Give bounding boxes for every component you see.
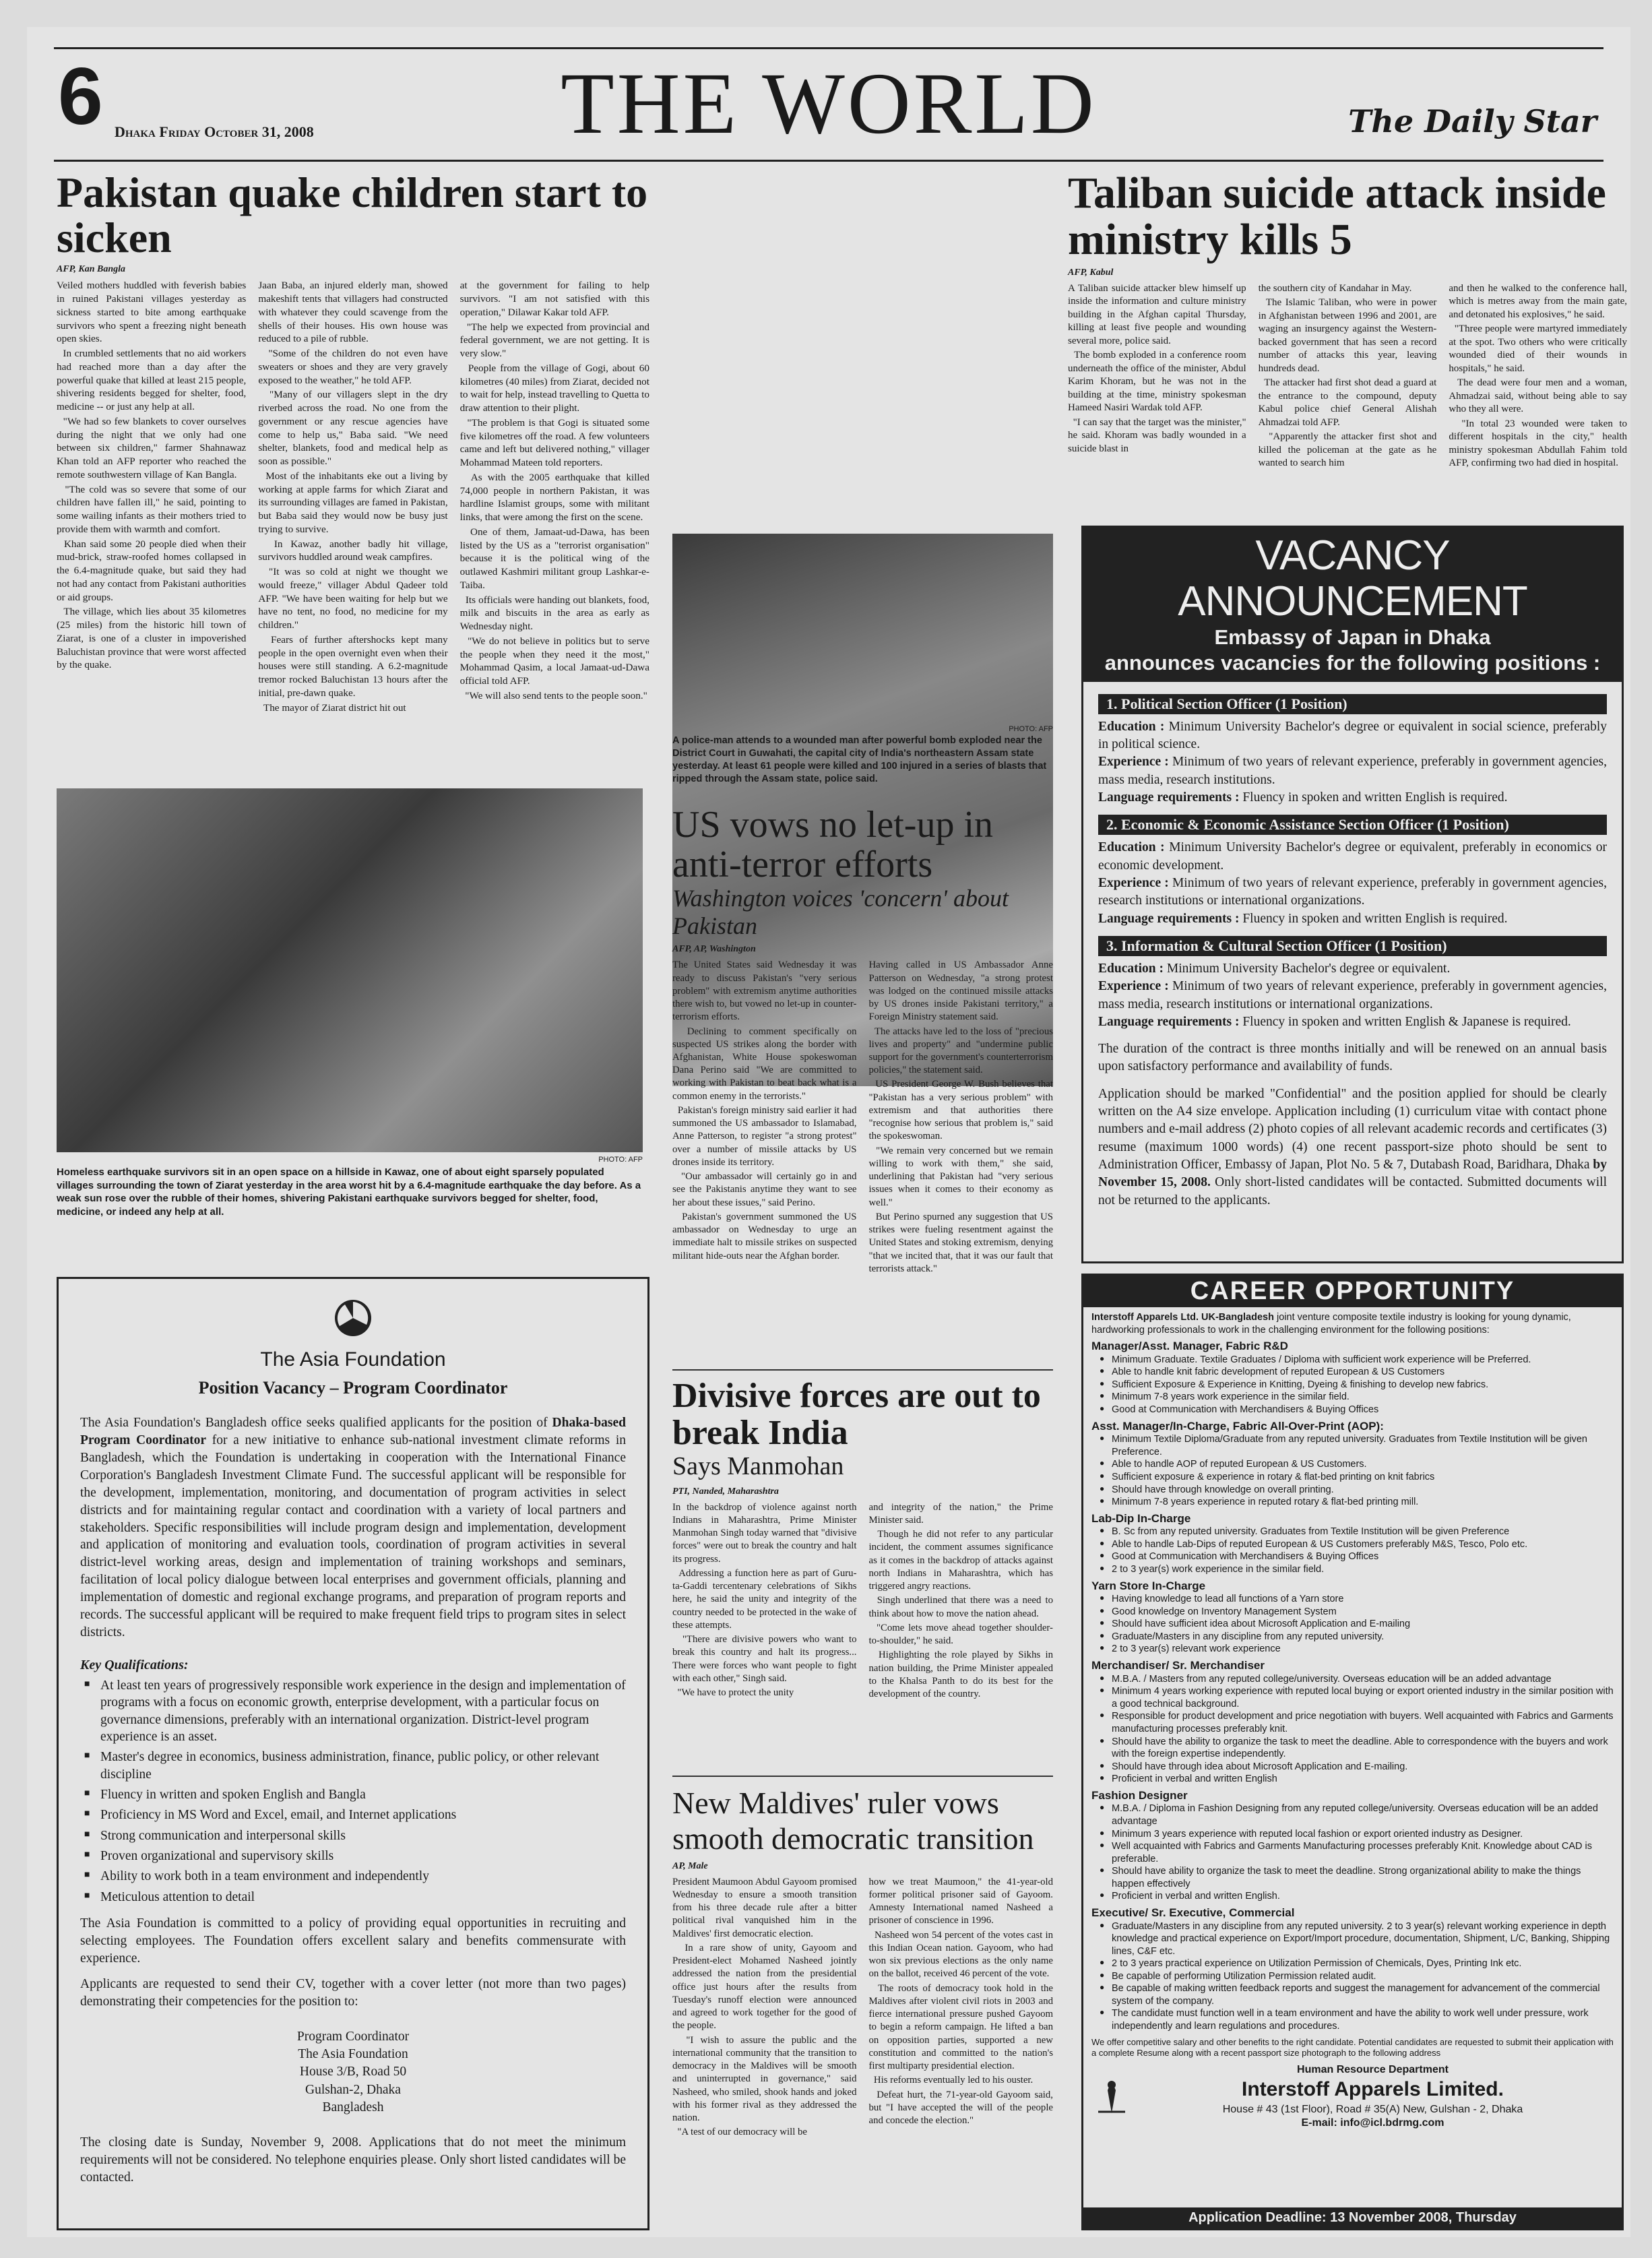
paragraph: Addressing a function here as part of Guru-ta-Gaddi tercentenary celebrations of Sikhs here, he said the unity and integrity of the country needed to be protected in the wake of these attempts. [672,1567,857,1631]
vacancy-subtitle [1083,625,1622,681]
experience-label: Experience : [1098,755,1169,770]
career-closing: We offer competitive salary and other benefits to the right candidate. Potential candidates are requested to submit their application with a complete Resume along with a recent passport size photograph to the following address [1091,2036,1614,2059]
paragraph: Having called in US Ambassador Anne Patterson on Wednesday, "a strong protest was lodged on the continued missile attacks by US drones inside Pakistani territory," a Foreign Ministry statement said. [868,960,1053,1023]
india-article [672,1378,1053,1702]
asia-qual-heading: Key Qualifications: [80,1657,189,1672]
maldives-col-1 [672,1876,857,2141]
india-headline: Divisive forces are out to break India [672,1377,1041,1452]
education-text: Minimum University Bachelor's degree or equivalent. [1166,961,1451,976]
asia-org-name: The Asia Foundation [260,1348,446,1371]
blast-photo-credit: PHOTO: AFP [1009,725,1053,733]
taliban-body [1068,282,1627,472]
india-subhead: Says Manmohan [672,1452,844,1481]
taliban-byline: AFP, Kabul [1068,267,1114,278]
position-title: 1. Political Section Officer (1 Position) [1098,694,1607,714]
vacancy-title: VACANCY ANNOUNCEMENT [1083,528,1622,625]
paragraph: "The help we expected from provincial and federal government, we are not getting. It is very slow." [459,321,649,360]
paragraph: how we treat Maumoon," the 41-year-old former political prisoner said of Gayoom. Amnesty International named Nasheed a prisoner of conscience in 1996. [868,1876,1053,1926]
career-intro: joint venture composite textile industry is looking for young dynamic, hardworking professionals to work in the challenging environment for the following positions: [1091,1312,1571,1336]
paragraph: Singh underlined that there was a need to think about how to move the nation ahead. [868,1595,1053,1619]
maldives-headline: New Maldives' ruler vows smooth democratic transition [672,1786,1034,1856]
requirement-item: ● Minimum 7-8 years work experience in the similar field. [1112,1391,1614,1404]
requirement-item: ● Proficient in verbal and written English. [1112,1890,1614,1903]
paragraph: "Some of the children do not even have sweaters or shoes and they are very gravely exposed to the weather," he told AFP. [258,348,448,386]
paragraph: The United States said Wednesday it was ready to discuss Pakistan's "very serious problem" with extremism anytime authorities there wish to, but vowed no let-up in counter-terrorism efforts. [672,960,857,1023]
language-text: Fluency in spoken and written English & Japanese is required. [1242,1014,1571,1029]
requirement-item: ● Graduate/Masters in any discipline from any reputed university. 2 to 3 year(s) relevant working experience in depth knowledge and practical experience on Export/Import procedure, documentation, Shipment, L/C, Banking, Shipping lines, C&F etc. [1112,1920,1614,1958]
paragraph: "We have to protect the unity [672,1687,794,1699]
divider [672,1776,1053,1777]
taliban-col-2 [1259,282,1437,472]
paragraph: "We do not believe in politics but to serve the people when they need it the most," Mohammad Qasim, a local Jamaat-ud-Dawa official told AFP. [459,635,649,687]
vacancy-position [1098,694,1607,807]
career-position-title: Asst. Manager/In-Charge, Fabric All-Over-Print (AOP): [1091,1419,1384,1433]
paragraph: "Come lets move ahead together shoulder-to-shoulder," he said. [868,1622,1053,1647]
us-subhead: Washington voices 'concern' about Pakistan [672,884,1009,939]
career-deadline: Application Deadline: 13 November 2008, Thursday [1083,2207,1622,2228]
newspaper-page [27,27,1630,2237]
vacancy-position [1098,815,1607,928]
requirement-item: ● Good at Communication with Merchandisers & Buying Offices [1112,1404,1614,1416]
paragraph: the southern city of Kandahar in May. [1258,282,1412,294]
requirement-item: ● Should have ability to organize the task to meet the deadline. Strong organizational ability to make the things happen effectively [1112,1865,1614,1890]
india-byline: PTI, Nanded, Maharashtra [672,1486,779,1497]
paragraph: Highlighting the role played by Sikhs in nation building, the Prime Minister appealed to the Khalsa Panth to do its best for the development of the country. [868,1650,1053,1700]
language-label: Language requirements : [1098,790,1240,805]
asia-position-title: Position Vacancy – Program Coordinator [198,1378,508,1398]
paragraph: "We remain very concerned but we remain willing to work with them," she said, underlining that Pakistan had "very serious issues when it comes to their economy as well." [868,1145,1053,1208]
requirement-item: ● Minimum 3 years experience with reputed local fashion or export oriented industry as Designer. [1112,1828,1614,1841]
paragraph: The Islamic Taliban, who were in power in Afghanistan between 1996 and 2001, are waging an insurgency against the Western-backed government that has seen a record number of attacks this year, leaving hundreds dead. [1258,297,1437,374]
experience-text: Minimum of two years of relevant experience, preferably in government agencies, research institutions or international organizations. [1098,875,1608,908]
asia-foundation-ad [57,1277,649,2230]
experience-label: Experience : [1098,875,1169,890]
paragraph: Though he did not refer to any particular incident, the comment assumes significance as it comes in the backdrop of attacks against north Indians in Maharashtra, which has triggered angry reactions. [868,1529,1053,1592]
asia-address [80,2028,626,2117]
taliban-article [1068,170,1627,472]
paragraph: Most of the inhabitants eke out a living by working at apple farms for which Ziarat and its surrounding villages are famed in Pakistan, but Baba said they would now be busy just trying to survive. [258,470,448,535]
paragraph: President Maumoon Abdul Gayoom promised Wednesday to ensure a smooth transition from his three decade rule after a bitter political rival vanquished him in the Maldives' first democratic election. [672,1876,857,1939]
paragraph: "We had so few blankets to cover ourselves during the night that we only had one between six children," farmer Shahnawaz Khan told an AFP reporter who reached the remote southwestern village of Kan Bangla. [57,415,247,480]
india-col-2 [869,1501,1054,1703]
address-line: House 3/B, Road 50 [299,2065,407,2079]
career-requirements [1091,1673,1614,1786]
career-position-title: Yarn Store In-Charge [1091,1579,1206,1592]
education-label: Education : [1098,719,1165,734]
paragraph: His reforms eventually led to his ouster. [868,2075,1034,2086]
position-title: 2. Economic & Economic Assistance Section Officer (1 Position) [1098,815,1607,835]
paragraph: In the backdrop of violence against north Indians in Maharashtra, Prime Minister Manmohan Singh today warned that "divisive forces" were out to break the country and halt its progress. [672,1501,857,1565]
quake-col-2 [258,279,447,716]
paragraph: Khan said some 20 people died when their mud-brick, straw-roofed homes collapsed in the 6.4-magnitude quake, but said they had not had any contact from Pakistani authorities or aid groups. [57,538,247,603]
vacancy-intro: announces vacancies for the following positions : [1104,650,1601,675]
paragraph: "Three people were martyred immediately at the spot. Two others who were critically wounded died of their wounds in hospitals," he said. [1449,323,1628,374]
paragraph: Veiled mothers huddled with feverish babies in ruined Pakistani villages yesterday as sickness started to bite among earthquake survivors who spent a freezing night beneath open skies. [57,280,247,345]
career-position-title: Manager/Asst. Manager, Fabric R&D [1091,1340,1288,1353]
paragraph: "There are divisive powers who want to break this country and halt its progress... There were forces who want people to fight with each other," Singh said. [672,1634,857,1684]
vacancy-apply-rest: Only short-listed candidates will be contacted. Submitted documents will not be returned to the applicants. [1098,1175,1607,1208]
address-line: Gulshan-2, Dhaka [305,2082,401,2097]
us-body [672,959,1053,1277]
paragraph: "I wish to assure the public and the international community that the transition to democracy in the Maldives will be smooth and uninterrupted in governance," said Nasheed, who smiled, shook hands and joked with his former rival as they addressed the nation. [672,2034,857,2123]
paragraph: "The problem is that Gogi is situated some five kilometres off the road. A few volunteers came and left but delivered nothing," villager Mohammad Mateen told reporters. [459,416,649,469]
paragraph: Nasheed won 54 percent of the votes cast in this Indian Ocean nation. Gayoom, who had won six previous elections as the only name on the ballot, received 46 percent of the vote. [868,1929,1053,1980]
paragraph: Declining to comment specifically on suspected US strikes along the border with Afghanistan, White House spokeswoman Dana Perino said "We are committed to working with Pakistan to beat back what is a common enemy in the terrorists." [672,1026,857,1102]
requirement-item: ● B. Sc from any reputed university. Graduates from Textile Institution will be given Preference [1112,1526,1614,1538]
requirement-item: ● Sufficient exposure & experience in rotary & flat-bed printing on knit fabrics [1112,1471,1614,1484]
paragraph: The bomb exploded in a conference room underneath the office of the minister, Abdul Karim Khoram, but he was not in the building at the time, ministry spokesman Hameed Nasiri Wardak told AFP. [1068,350,1246,414]
experience-label: Experience : [1098,979,1169,994]
india-body [672,1501,1053,1703]
paragraph: and then he walked to the conference hall, which is metres away from the main gate, and detonated his explosives," he said. [1449,282,1628,320]
blast-caption: A police-man attends to a wounded man after powerful bomb exploded near the District Court in Guwahati, the capital city of India's northeastern Assam state yesterday. At least 61 people were killed and 100 injured in a series of blasts that ripped through the Assam state, police said. [672,735,1047,784]
career-company-intro: Interstoff Apparels Ltd. UK-Bangladesh [1091,1312,1274,1323]
paragraph: Defeat hurt, the 71-year-old Gayoom said, but "I have accepted the will of the people and concede the election." [868,2089,1053,2126]
requirement-item: ● Should have through idea about Microsoft Application and E-mailing. [1112,1761,1614,1774]
list-item: ■ Master's degree in economics, business administration, finance, public policy, or other relevant discipline [100,1749,626,1783]
career-body [1083,1307,1622,2135]
asia-closing-date: The closing date is Sunday, November 9, 2008. Applications that do not meet the minimum requirements will not be considered. No telephone enquiries please. Only short listed candidates will be contacted. [80,2135,626,2185]
career-requirements [1091,1593,1614,1656]
paragraph: "I can say that the target was the minister," he said. Khoram was badly wounded in a suicide blast in [1068,416,1246,454]
quake-col-3 [460,279,649,716]
career-requirements [1091,1433,1614,1508]
list-item: ■ Proven organizational and supervisory skills [100,1848,626,1864]
list-item: ■ At least ten years of progressively responsible work experience in the design and implementation of programs with a focus on economic growth, enterprise development, with a particular focus on governance dimensions, preferably with an international organization. District-level program experience is an asset. [100,1677,626,1745]
career-requirements [1091,1354,1614,1416]
dateline: Dhaka Friday October 31, 2008 [115,123,314,140]
taliban-headline: Taliban suicide attack inside ministry kills 5 [1068,168,1606,265]
vacancy-duration: The duration of the contract is three months initially and will be renewed on an annual basis upon satisfactory performance and availability of funds. [1098,1042,1607,1074]
experience-text: Minimum of two years of relevant experience, preferably in government agencies, mass media, research institutions or international organizations. [1098,979,1608,1011]
requirement-item: ● Be capable of performing Utilization Permission related audit. [1112,1970,1614,1983]
requirement-item: ● Having knowledge to lead all functions of a Yarn store [1112,1593,1614,1606]
requirement-item: ● Good knowledge on Inventory Management System [1112,1606,1614,1619]
paragraph: People from the village of Gogi, about 60 kilometres (40 miles) from Ziarat, decided not to wait for help, instead travelling to Quetta to draw attention to their plight. [459,362,649,414]
vacancy-positions [1083,682,1622,1214]
asia-apply-text: Applicants are requested to send their CV, together with a cover letter (not more than two pages) demonstrating their competencies for the position to: [80,1976,626,2009]
vacancy-apply [1098,1086,1607,1210]
paragraph: "We will also send tents to the people soon." [459,689,647,701]
paragraph: US President George W. Bush believes that "Pakistan has a very serious problem" with extremism and that authorities there "recognise how serious that problem is," said the spokeswoman. [868,1079,1053,1142]
paragraph: "Apparently the attacker first shot and killed the policeman at the gate as he wanted to search him [1258,431,1437,469]
paragraph: The roots of democracy took hold in the Maldives after violent civil riots in 2003 and fierce international pressure pushed Gayoom to begin a reform campaign. He lifted a ban on opposition parties, supported a new constitution and committed to the nation's first multiparty presidential election. [868,1982,1053,2072]
paragraph: In Kawaz, another badly hit village, survivors huddled around weak campfires. [258,538,448,563]
paragraph: "A test of our democracy will be [672,2127,807,2138]
requirement-item: ● M.B.A. / Diploma in Fashion Designing from any reputed college/university. Overseas education will be an added advantage [1112,1802,1614,1827]
career-email: E-mail: info@icl.bdrmg.com [1301,2117,1444,2129]
paragraph: The mayor of Ziarat district hit out [258,701,406,714]
requirement-item: ● Responsible for product development and price negotiation with buyers. Well acquainted with Fabrics and Garments manufacturing processes preferably knit. [1112,1710,1614,1735]
career-position-title: Fashion Designer [1091,1788,1188,1802]
requirement-item: ● Minimum 7-8 years experience in reputed rotary & flat-bed printing mill. [1112,1496,1614,1509]
address-line: Program Coordinator [296,2029,410,2044]
asia-qual-list [80,1677,626,1906]
language-label: Language requirements : [1098,911,1240,926]
quake-photo [57,788,643,1152]
list-item: ■ Strong communication and interpersonal skills [100,1827,626,1844]
vacancy-apply-text: Application should be marked "Confidential" and the position applied for should be clearly written on the A4 size envelope. Application including (1) curriculum vitae with contact phone numbers and e-mail address (2) photo copies of all relevant academic records and certificates (3) resume (maximum 1000 words) (4) one recent passport-size photo should be sent to Administration Officer, Embassy of Japan, Plot No. 5 & 7, Dutabash Road, Baridhara, Dhaka [1098,1086,1607,1172]
education-label: Education : [1098,961,1164,976]
vacancy-deadline: by November 15, 2008. [1098,1158,1607,1190]
paragraph: "Many of our villagers slept in the dry riverbed across the road. No one from the government or any rescue agencies have come to help us," Baba said. "We need shelter, blankets, food and medical help as soon as possible." [258,389,448,468]
asia-equal-opportunity: The Asia Foundation is committed to a policy of providing equal opportunities in recruiting and selecting employees. The Foundation offers excellent salary and benefits commensurate with experience. [80,1916,626,1966]
career-requirements [1091,1526,1614,1575]
us-col-1 [672,959,857,1277]
career-position-title: Executive/ Sr. Executive, Commercial [1091,1906,1295,1919]
career-position-title: Merchandiser/ Sr. Merchandiser [1091,1659,1265,1672]
education-text: Minimum University Bachelor's degree or equivalent, preferably in economics or economic development. [1098,840,1608,873]
requirement-item: ● Proficient in verbal and written English [1112,1773,1614,1786]
requirement-item: ● Should have the ability to organize the task to meet the deadline. Able to correspondence with the buyers and work with the foreign expertise independently. [1112,1736,1614,1761]
career-dept: Human Resource Department [1297,2063,1449,2075]
paragraph: "Our ambassador will certainly go in and see the Pakistanis anytime they want to see her about these issues," said Perino. [672,1171,857,1208]
requirement-item: ● Able to handle knit fabric development of reputed European & US Customers [1112,1366,1614,1379]
quake-col-1 [57,279,246,716]
paragraph: "In total 23 wounded were taken to different hospitals in the city," health ministry spokesman Abdullah Fahim told AFP, confirming two had died in hospital. [1449,418,1628,469]
career-contact [1091,2063,1614,2131]
education-text: Minimum University Bachelor's degree or equivalent in social science, preferably in political science. [1098,719,1607,752]
education-label: Education : [1098,840,1165,855]
quake-article [57,170,649,716]
us-col-2 [869,959,1054,1277]
asia-description [80,1414,626,1641]
requirement-item: ● Able to handle Lab-Dips of reputed European & US Customers preferably M&S, Tesco, Polo etc. [1112,1538,1614,1551]
asia-foundation-logo [80,1298,626,1342]
quake-photo-credit: PHOTO: AFP [598,1156,643,1164]
foundation-logo-icon [333,1298,373,1338]
language-text: Fluency in spoken and written English is required. [1242,790,1508,805]
paragraph: Its officials were handing out blankets, food, milk and biscuits in the area as early as Wednesday night. [459,594,649,633]
paragraph: The attacker had first shot dead a guard at the entrance to the compound, deputy Kabul police chief General Alishah Ahmadzai told AFP. [1258,377,1437,428]
paragraph: A Taliban suicide attacker blew himself up inside the information and culture ministry building in the Afghan capital Thursday, killing at least five people and wounding several more, police said. [1068,282,1246,346]
requirement-item: ● Minimum Textile Diploma/Graduate from any reputed university. Graduates from Textile Institution will be given Preference. [1112,1433,1614,1458]
divider [672,1369,1053,1371]
paragraph: "The cold was so severe that some of our children have fallen ill," he said, pointing to some wailing infants as their mothers tried to provide them with warmth and comfort. [57,483,247,535]
taliban-col-1 [1068,282,1246,472]
vacancy-position [1098,936,1607,1031]
requirement-item: ● Should have sufficient idea about Microsoft Application and E-mailing [1112,1618,1614,1631]
maldives-body [672,1876,1053,2141]
paragraph: and integrity of the nation," the Prime Minister said. [868,1501,1053,1526]
quake-body [57,279,649,716]
experience-text: Minimum of two years of relevant experience, preferably in government agencies, mass media, research institutions. [1098,755,1608,787]
requirement-item: ● Be capable of making written feedback reports and suggest the management for advancement of the commercial system of the company. [1112,1982,1614,2007]
vacancy-ad [1081,526,1624,1263]
paragraph: In crumbled settlements that no aid workers had reached more than a day after the powerful quake that killed at least 215 people, shivering residents begged for shelter, food, medicine -- or just any help at all. [57,348,247,413]
career-position-title: Lab-Dip In-Charge [1091,1511,1191,1525]
career-address: House # 43 (1st Floor), Road # 35(A) New, Gulshan - 2, Dhaka [1222,2103,1523,2115]
page-number: 6 [58,51,103,142]
asia-p1-text: The Asia Foundation's Bangladesh office seeks qualified applicants for the position of [80,1416,552,1430]
paragraph: In a rare show of unity, Gayoom and President-elect Mohamed Nasheed jointly addressed the nation from the presidential office just hours after the results from Tuesday's runoff election were announced and agreed to work together for the good of the people. [672,1942,857,2032]
maldives-byline: AP, Male [672,1860,708,1871]
vacancy-embassy: Embassy of Japan in Dhaka [1214,625,1491,650]
paragraph: "It was so cold at night we thought we would freeze," villager Abdul Qadeer told AFP. "We have been waiting for help but we have no tent, no food, no medicine for my children." [258,566,448,631]
list-item: ■ Meticulous attention to detail [100,1889,626,1906]
requirement-item: ● 2 to 3 year(s) work experience in the similar field. [1112,1563,1614,1576]
career-requirements [1091,1802,1614,1902]
paragraph: The village, which lies about 35 kilometres (25 miles) from the historic hill town of Ziarat, is one of a cluster in impoverished Baluchistan province that were worst affected by the quake. [57,606,247,671]
quake-caption: Homeless earthquake survivors sit in an open space on a hillside in Kawaz, one of about eight sparsely populated villages surrounding the town of Ziarat yesterday in the area worst hit by a 6.4-magnitude earthquake the day before. As a weak sun rose over the rubble of their homes, shivering Pakistani earthquake survivors begged for shelter, food, medicine, or indeed any help at all. [57,1166,641,1218]
address-line: The Asia Foundation [298,2047,408,2062]
requirement-item: ● Able to handle AOP of reputed European & US Customers. [1112,1458,1614,1471]
career-requirements [1091,1920,1614,2033]
requirement-item: ● Minimum 4 years working experience with reputed local buying or export oriented industry in the similar position with a good technical background. [1112,1685,1614,1710]
position-title: 3. Information & Cultural Section Officer (1 Position) [1098,936,1607,956]
us-article [672,805,1053,1277]
taliban-col-3 [1449,282,1627,472]
career-title: CAREER OPPORTUNITY [1083,1276,1622,1307]
maldives-article [672,1786,1053,2140]
address-line: Bangladesh [322,2100,384,2114]
requirement-item: ● Well acquainted with Fabrics and Garments Manufacturing processes preferably Knit. Knowledge about CAD is preferable. [1112,1840,1614,1865]
requirement-item: ● 2 to 3 year(s) relevant work experience [1112,1643,1614,1656]
india-col-1 [672,1501,857,1703]
paragraph: at the government for failing to help survivors. "I am not satisfied with this operation," Dilawar Kakar told AFP. [459,280,649,318]
requirement-item: ● Sufficient Exposure & Experience in Knitting, Dyeing & finishing to develop new fabrics. [1112,1379,1614,1391]
paragraph: One of them, Jamaat-ud-Dawa, has been listed by the US as a "terrorist organisation" because it is the political wing of the outlawed Kashmiri militant group Lashkar-e-Taiba. [459,526,649,591]
requirement-item: ● M.B.A. / Masters from any reputed college/university. Overseas education will be an added advantage [1112,1673,1614,1686]
paragraph: Jaan Baba, an injured elderly man, showed makeshift tents that villagers had constructed with whatever they could scavenge from the shells of their houses. His own house was reduced to a pile of rubble. [258,280,448,345]
masthead [54,47,1603,162]
paper-logo: The Daily Star [1348,103,1597,139]
career-ad [1081,1274,1624,2230]
requirement-item: ● 2 to 3 years practical experience on Utilization Permission of Chemicals, Dyes, Printing Ink etc. [1112,1957,1614,1970]
career-positions [1091,1339,1614,2032]
requirement-item: ● Minimum Graduate. Textile Graduates / Diploma with sufficient work experience will be Preferred. [1112,1354,1614,1367]
list-item: ■ Ability to work both in a team environment and independently [100,1868,626,1885]
paragraph: Fears of further aftershocks kept many people in the open overnight even when their houses were still standing. A 6.2-magnitude tremor rocked Baluchistan 13 hours after the initial, pre-dawn quake. [258,633,448,699]
asia-p1-rest: for a new initiative to enhance sub-national investment climate reforms in Bangladesh, which the Foundation is undertaking in cooperation with the International Finance Corporation's Bangladesh Investment Climate Fund. The successful applicant will be responsible for the development, implementation, monitoring, and documentation of program activities in select districts and for maintaining regular contact and coordination with a variety of local partners and stakeholders. Specific responsibilities will include program design and implementation, development and application of monitoring and evaluation tools, coordination of program activities in several district-level working areas, design and implementation of training workshops and seminars, facilitation of local policy dialogue between local enterprises and government officials, planning and implementation of domestic and regional exchange programs, and preparation of program reports and records. The successful applicant will be required to make frequent field trips to program sites in select districts. [80,1433,626,1640]
paragraph: The dead were four men and a woman, Ahmadzai said, without being able to say who they all were. [1449,377,1628,415]
quake-headline: Pakistan quake children start to sicken [57,168,648,262]
section-title: THE WORLD [561,55,1097,152]
requirement-item: ● Graduate/Masters in any discipline from any reputed university. [1112,1631,1614,1643]
asia-p1-bold: Dhaka-based Program Coordinator [80,1416,626,1447]
requirement-item: ● Should have through knowledge on overall printing. [1112,1484,1614,1497]
paragraph: Pakistan's foreign ministry said earlier it had summoned the US ambassador to Islamabad, Anne Patterson, to register "a strong protest" over a number of missile attacks by US drones inside its territory. [672,1104,857,1168]
requirement-item: ● Good at Communication with Merchandisers & Buying Offices [1112,1550,1614,1563]
us-headline: US vows no let-up in anti-terror efforts [672,804,993,885]
career-company: Interstoff Apparels Limited. [1242,2078,1504,2101]
maldives-col-2 [869,1876,1054,2141]
language-label: Language requirements : [1098,1014,1240,1029]
requirement-item: ● The candidate must function well in a team environment and have the ability to work well under pressure, work independently and learn regulations and procedures. [1112,2007,1614,2032]
paragraph: As with the 2005 earthquake that killed 74,000 people in northern Pakistan, it was hardline Islamist groups, some with militant links, that were among the first on the scene. [459,471,649,524]
list-item: ■ Proficiency in MS Word and Excel, email, and Internet applications [100,1807,626,1823]
list-item: ■ Fluency in written and spoken English and Bangla [100,1786,626,1803]
language-text: Fluency in spoken and written English is required. [1242,911,1508,926]
interstoff-logo-icon [1091,2077,1132,2117]
career-address-block [1132,2063,1614,2131]
paragraph: But Perino spurned any suggestion that US strikes were fueling resentment against the United States and stoking extremism, denying "that we incited that, that it was our fault that terrorists attack." [868,1211,1053,1274]
us-byline: AFP, AP, Washington [672,944,756,955]
quake-byline: AFP, Kan Bangla [57,264,126,275]
paragraph: Pakistan's government summoned the US ambassador on Wednesday to urge an immediate halt to missile strikes on suspected militant hide-outs near the Afghan border. [672,1211,857,1261]
paragraph: The attacks have led to the loss of "precious lives and property" and "undermine public support for the government's counterterrorism policies," the statement said. [868,1026,1053,1076]
